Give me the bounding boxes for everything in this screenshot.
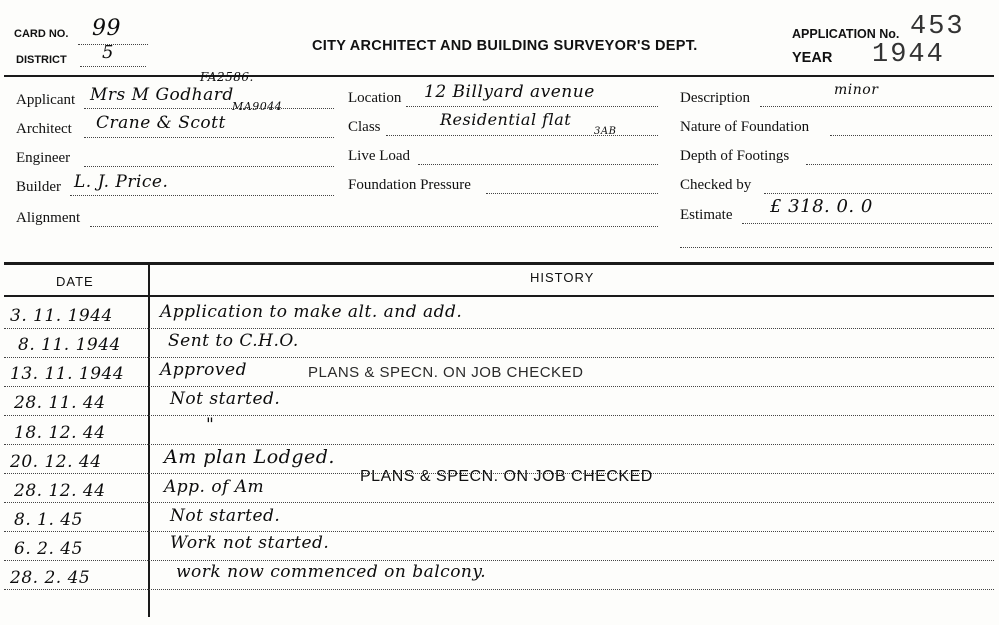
district-label: DISTRICT <box>16 54 67 66</box>
nature-of-foundation-label: Nature of Foundation <box>680 119 810 135</box>
history-date: 28. 11. 44 <box>14 393 106 413</box>
location-label: Location <box>348 90 402 106</box>
builder-dotline <box>70 195 334 196</box>
location-value: 12 Billyard avenue <box>424 82 595 102</box>
row-line <box>4 531 994 532</box>
estimate-dotline <box>742 223 992 224</box>
history-entry: App. of Am <box>164 477 265 497</box>
history-date: 28. 12. 44 <box>14 481 106 501</box>
history-entry: work now commenced on balcony. <box>176 562 487 582</box>
foundation-pressure-dotline <box>486 193 658 194</box>
architect-label: Architect <box>16 121 72 137</box>
row-line <box>4 444 994 445</box>
alignment-label: Alignment <box>16 210 81 226</box>
applicant-dotline <box>84 108 334 109</box>
district-dotline <box>80 66 146 67</box>
history-date: 8. 11. 1944 <box>18 335 121 355</box>
row-line <box>4 328 994 329</box>
checked-by-label: Checked by <box>680 177 752 193</box>
row-line <box>4 560 994 561</box>
nature-dotline <box>830 135 992 136</box>
class-dotline <box>386 135 658 136</box>
history-date: 13. 11. 1944 <box>10 364 125 384</box>
builder-label: Builder <box>16 179 61 195</box>
engineer-dotline <box>84 166 334 167</box>
depth-of-footings-label: Depth of Footings <box>680 148 790 164</box>
live-load-dotline <box>418 164 658 165</box>
description-value: minor <box>834 82 879 98</box>
card-no-value: 99 <box>92 16 121 41</box>
history-date: 20. 12. 44 <box>10 452 102 472</box>
class-label: Class <box>348 119 381 135</box>
description-label: Description <box>680 90 750 106</box>
engineer-label: Engineer <box>16 150 71 166</box>
row-line <box>4 357 994 358</box>
history-date: 8. 1. 45 <box>14 510 83 530</box>
description-dotline <box>760 106 992 107</box>
class-value: Residential flat <box>440 110 572 129</box>
district-value: 5 <box>102 42 114 63</box>
application-label: APPLICATION No. <box>792 27 900 41</box>
history-entry: Approved <box>160 360 247 380</box>
history-date: 6. 2. 45 <box>14 539 83 559</box>
history-entry: Not started. <box>170 506 281 526</box>
depth-dotline <box>806 164 992 165</box>
blank-dotline <box>680 247 992 248</box>
alignment-dotline <box>90 226 658 227</box>
year-label: YEAR <box>792 50 833 66</box>
checked-dotline <box>764 193 992 194</box>
estimate-value: £ 318. 0. 0 <box>770 196 873 217</box>
card-no-label: CARD NO. <box>14 28 69 40</box>
architect-note: MA9044 <box>232 100 283 113</box>
dept-title: CITY ARCHITECT AND BUILDING SURVEYOR'S DEPT. <box>312 38 698 54</box>
history-entry: Work not started. <box>170 533 330 553</box>
history-header-rule <box>4 295 994 297</box>
architect-value: Crane & Scott <box>96 113 226 133</box>
builder-value: L. J. Price. <box>74 172 169 192</box>
history-divider <box>148 265 150 617</box>
live-load-label: Live Load <box>348 148 411 164</box>
row-line <box>4 415 994 416</box>
location-dotline <box>406 106 658 107</box>
history-entry: Am plan Lodged. <box>164 446 335 468</box>
stamp-plans-checked: PLANS & SPECN. ON JOB CHECKED <box>360 468 653 485</box>
history-entry: " <box>206 415 215 435</box>
stamp-plans-checked: PLANS & SPECN. ON JOB CHECKED <box>308 364 584 381</box>
row-line <box>4 589 994 590</box>
history-top-rule <box>4 262 994 265</box>
row-line <box>4 502 994 503</box>
foundation-pressure-label: Foundation Pressure <box>348 177 471 193</box>
date-header: DATE <box>56 274 94 289</box>
header-rule <box>4 75 994 77</box>
history-date: 3. 11. 1944 <box>10 306 113 326</box>
history-date: 18. 12. 44 <box>14 423 106 443</box>
history-entry: Not started. <box>170 389 281 409</box>
class-note: 3AB <box>594 126 617 137</box>
history-entry: Sent to C.H.O. <box>168 331 299 351</box>
architect-dotline <box>84 137 334 138</box>
applicant-value: Mrs M Godhard <box>90 85 234 105</box>
history-date: 28. 2. 45 <box>10 568 91 588</box>
history-entry: Application to make alt. and add. <box>160 302 463 322</box>
applicant-note: FA2586. <box>200 70 254 84</box>
year-value: 1944 <box>872 40 945 70</box>
history-header: HISTORY <box>530 270 595 285</box>
estimate-label: Estimate <box>680 207 733 223</box>
application-value: 453 <box>910 12 965 42</box>
row-line <box>4 386 994 387</box>
applicant-label: Applicant <box>16 92 76 108</box>
